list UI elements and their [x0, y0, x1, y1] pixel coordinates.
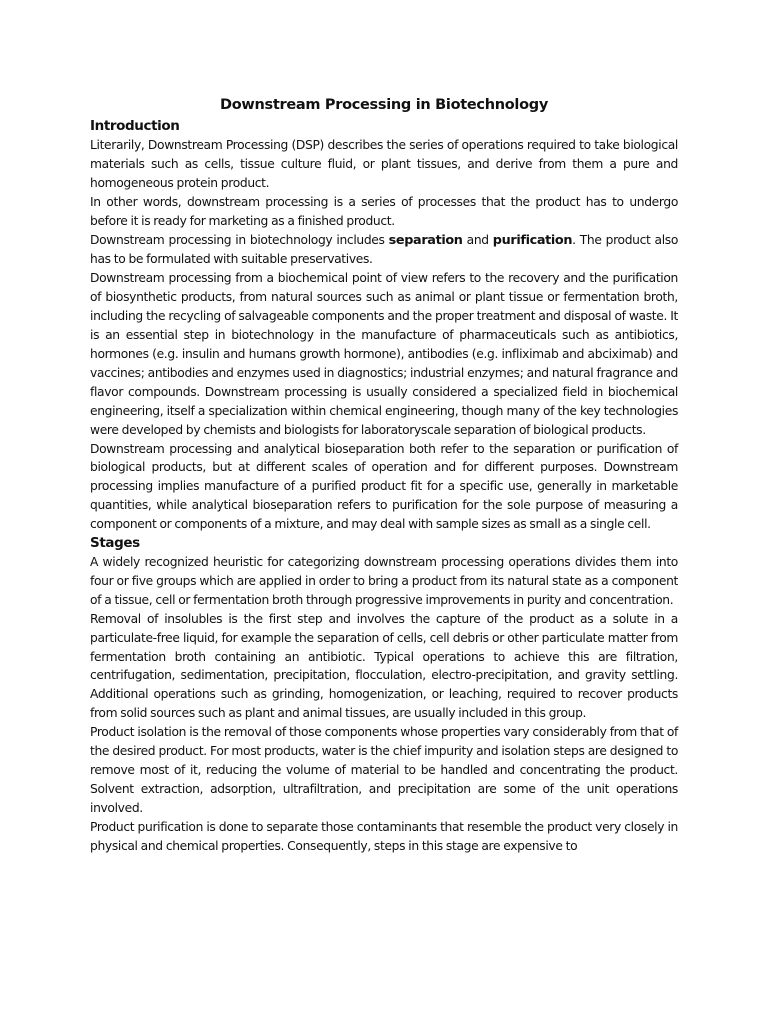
stages-paragraph-1: A widely recognized heuristic for categorizing downstream processing operations divides them into four or five groups which are applied in order to bring a product from its natural state as a component of a tissue, cell or fermentation broth through progressive improvements in purity and concentration. [90, 555, 678, 607]
intro-paragraph-1: Literarily, Downstream Processing (DSP) describes the series of operations required to take biological materials such as cells, tissue culture fluid, or plant tissues, and derive from them a pure and homogeneous protein product. [90, 138, 678, 190]
purification-term: purification [492, 232, 573, 248]
stages-paragraph-2: Removal of insolubles is the first step and involves the capture of the product as a solute in a particulate-free liquid, for example the separation of cells, cell debris or other particulate matter from fermentation broth containing an antibiotic. Typical operations to achieve this are filtration, centrifugation, sedimentation, precipitation, flocculation, electro-precipitation, and gravity settling. Additional operations such as grinding, homogenization, or leaching, required to recover products from solid sources such as plant and animal tissues, are usually included in this group. [90, 611, 678, 721]
intro-paragraph-4: Downstream processing from a biochemical point of view refers to the recovery and the purification of biosynthetic products, from natural sources such as animal or plant tissue or fermentation broth, including the recycling of salvageable components and the proper treatment and disposal of waste. It is an essential step in biotechnology in the manufacture of pharmaceuticals such as antibiotics, hormones (e.g. insulin and humans growth hormone), antibodies (e.g. infliximab and abciximab) and vaccines; antibodies and enzymes used in diagnostics; industrial enzymes; and natural fragrance and flavor compounds. Downstream processing is usually considered a specialized field in biochemical engineering, itself a specialization within chemical engineering, though many of the key technologies were developed by chemists and biologists for laboratoryscale separation of biological products. [90, 271, 678, 437]
intro-paragraph-5: Downstream processing and analytical bioseparation both refer to the separation or purification of biological products, but at different scales of operation and for different purposes. Downstream processing implies manufacture of a purified product fit for a specific use, generally in marketable quantities, while analytical bioseparation refers to purification for the sole purpose of measuring a component or components of a mixture, and may deal with sample sizes as small as a single cell. [90, 441, 678, 532]
separation-term: separation [388, 232, 463, 248]
stages-paragraph-4: Product purification is done to separate those contaminants that resemble the product very closely in physical and chemical properties. Consequently, steps in this stage are expensive to [90, 819, 678, 853]
document-title: Downstream Processing in Biotechnology [219, 97, 548, 113]
stages-heading: Stages [90, 535, 140, 552]
intro-paragraph-3 [90, 231, 678, 270]
intro-paragraph-2: In other words, downstream processing is a series of processes that the product has to undergo before it is ready for marketing as a finished product. [90, 194, 678, 228]
stages-paragraph-3: Product isolation is the removal of those components whose properties vary considerably from that of the desired product. For most products, water is the chief impurity and isolation steps are designed to remove most of it, reducing the volume of material to be handled and concentrating the product. Solvent extraction, adsorption, ultrafiltration, and precipitation are some of the unit operations involved. [90, 725, 678, 815]
intro-p3-text-before: Downstream processing in biotechnology includes [90, 232, 389, 247]
introduction-heading: Introduction [90, 118, 180, 134]
document-page [90, 95, 678, 856]
intro-p3-text-after: . The product also has to be formulated with suitable preservatives. [90, 232, 679, 267]
intro-p3-text-mid: and [462, 232, 493, 247]
